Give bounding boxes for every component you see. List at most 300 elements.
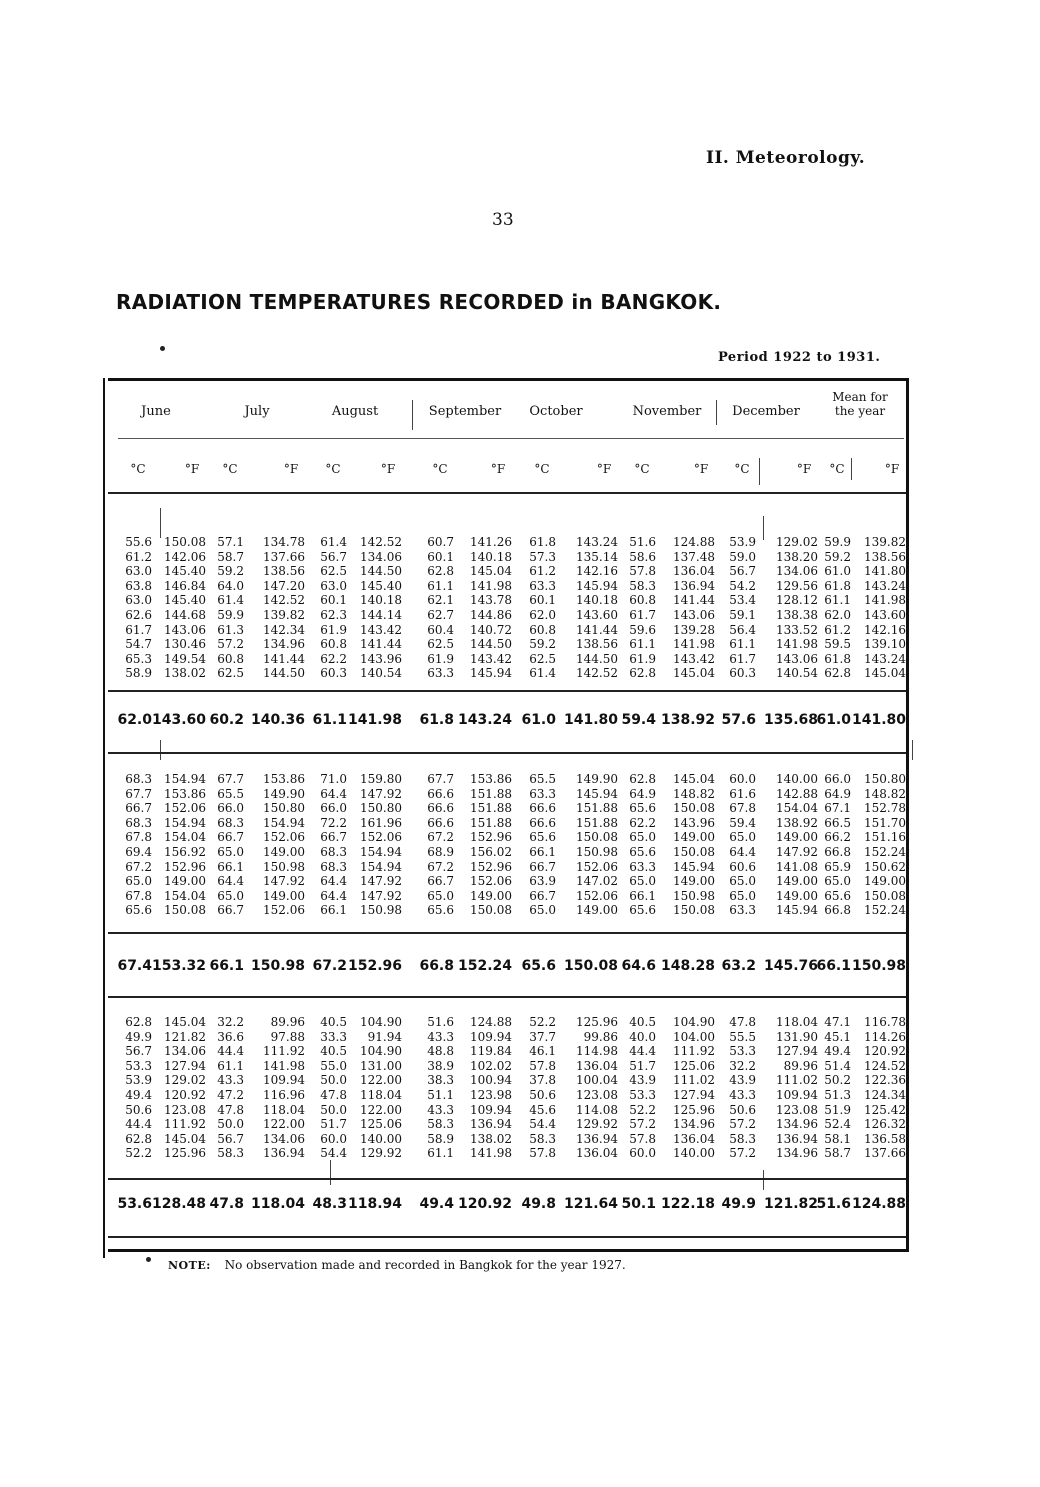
- table-cell: 62.2: [320, 651, 347, 666]
- table-cell: 63.3: [529, 578, 556, 593]
- table-cell: 109.94: [776, 1088, 818, 1102]
- mean-value: 122.18: [660, 1196, 715, 1212]
- table-cell: 49.9: [125, 1029, 152, 1044]
- table-cell: 104.00: [673, 1029, 715, 1044]
- table-cell: 61.1: [729, 637, 756, 652]
- table-cell: 124.34: [864, 1088, 906, 1102]
- table-cell: 50.0: [217, 1117, 244, 1132]
- table-cell: 59.6: [629, 622, 656, 637]
- table-cell: 152.24: [864, 903, 906, 918]
- table-cell: 65.0: [125, 874, 152, 889]
- table-cell: 62.0: [529, 608, 556, 622]
- table-cell: 125.96: [164, 1146, 206, 1161]
- table-cell: 140.00: [776, 772, 818, 786]
- month-header: June: [141, 404, 171, 419]
- table-cell: 59.4: [729, 815, 756, 830]
- table-cell: 66.1: [529, 845, 556, 859]
- table-cell: 141.44: [576, 622, 618, 637]
- table-cell: 109.94: [263, 1073, 305, 1088]
- table-cell: 57.1: [217, 535, 244, 549]
- table-cell: 50.0: [320, 1073, 347, 1088]
- table-cell: 66.7: [217, 830, 244, 845]
- table-cell: 143.78: [470, 593, 512, 608]
- table-cell: 60.1: [320, 593, 347, 608]
- table-cell: 62.5: [529, 651, 556, 666]
- table-cell: 53.3: [125, 1058, 152, 1073]
- mean-value: 150.98: [250, 958, 305, 974]
- table-cell: 50.6: [529, 1088, 556, 1102]
- table-cell: 51.7: [320, 1117, 347, 1132]
- table-cell: 120.92: [164, 1088, 206, 1102]
- table-cell: 116.96: [263, 1088, 305, 1102]
- table-cell: 120.92: [864, 1044, 906, 1059]
- table-cell: 114.26: [864, 1029, 906, 1044]
- table-cell: 68.3: [125, 815, 152, 830]
- table-cell: 125.42: [864, 1102, 906, 1117]
- table-cell: 66.6: [427, 815, 454, 830]
- table-cell: 143.06: [776, 651, 818, 666]
- table-cell: 58.9: [427, 1131, 454, 1146]
- table-cell: 137.66: [864, 1146, 906, 1161]
- header-rule: [118, 438, 904, 439]
- table-cell: 144.50: [263, 666, 305, 681]
- table-cell: 62.5: [320, 564, 347, 579]
- table-cell: 127.94: [776, 1044, 818, 1059]
- mean-value: 143.24: [457, 712, 512, 728]
- table-cell: 37.7: [529, 1029, 556, 1044]
- table-cell: 99.86: [583, 1029, 618, 1044]
- mean-value: 61.1: [312, 712, 347, 728]
- table-cell: 150.98: [576, 845, 618, 859]
- table-cell: 62.5: [217, 666, 244, 681]
- table-cell: 147.92: [776, 845, 818, 859]
- table-cell: 59.0: [729, 549, 756, 564]
- table-cell: 54.7: [125, 637, 152, 652]
- table-cell: 149.00: [164, 874, 206, 889]
- column-separator: [716, 400, 717, 425]
- table-cell: 149.00: [776, 888, 818, 903]
- table-cell: 43.3: [427, 1029, 454, 1044]
- table-cell: 124.52: [864, 1058, 906, 1073]
- unit-header: °C: [829, 462, 845, 476]
- table-cell: 56.7: [217, 1131, 244, 1146]
- table-cell: 67.7: [217, 772, 244, 786]
- mean-rule-bottom: [108, 1236, 906, 1238]
- table-cell: 142.52: [263, 593, 305, 608]
- table-cell: 122.00: [360, 1102, 402, 1117]
- table-cell: 65.6: [824, 888, 851, 903]
- table-cell: 150.08: [864, 888, 906, 903]
- table-cell: 161.96: [360, 815, 402, 830]
- table-cell: 65.6: [427, 903, 454, 918]
- table-cell: 62.3: [320, 608, 347, 622]
- table-cell: 129.02: [164, 1073, 206, 1088]
- table-cell: 135.14: [576, 549, 618, 564]
- table-cell: 150.08: [576, 830, 618, 845]
- table-cell: 150.98: [263, 859, 305, 874]
- table-cell: 134.06: [263, 1131, 305, 1146]
- table-cell: 145.94: [576, 786, 618, 801]
- table-cell: 40.5: [629, 1015, 656, 1029]
- table-cell: 58.7: [217, 549, 244, 564]
- unit-header: °C: [432, 462, 448, 476]
- table-cell: 61.9: [629, 651, 656, 666]
- table-cell: 66.6: [427, 801, 454, 816]
- table-cell: 61.1: [629, 637, 656, 652]
- table-cell: 150.08: [470, 903, 512, 918]
- table-cell: 49.4: [824, 1044, 851, 1059]
- table-cell: 111.02: [673, 1073, 715, 1088]
- table-cell: 58.6: [629, 549, 656, 564]
- table-cell: 54.2: [729, 578, 756, 593]
- table-cell: 151.88: [470, 786, 512, 801]
- table-cell: 50.6: [729, 1102, 756, 1117]
- table-cell: 62.6: [125, 608, 152, 622]
- table-cell: 129.92: [576, 1117, 618, 1132]
- table-cell: 64.9: [824, 786, 851, 801]
- table-cell: 37.8: [529, 1073, 556, 1088]
- table-cell: 66.6: [427, 786, 454, 801]
- table-cell: 136.04: [576, 1146, 618, 1161]
- table-cell: 136.04: [576, 1058, 618, 1073]
- table-cell: 67.2: [427, 830, 454, 845]
- bullet-dot: [160, 346, 165, 351]
- table-cell: 149.00: [673, 830, 715, 845]
- table-cell: 65.3: [125, 651, 152, 666]
- month-header: Mean for the year: [832, 390, 888, 418]
- table-cell: 43.3: [729, 1088, 756, 1102]
- table-cell: 152.06: [576, 859, 618, 874]
- mean-value: 118.94: [347, 1196, 402, 1212]
- table-cell: 60.3: [729, 666, 756, 681]
- table-cell: 149.00: [776, 874, 818, 889]
- mean-value: 150.98: [851, 958, 906, 974]
- table-cell: 138.02: [470, 1131, 512, 1146]
- table-cell: 50.0: [320, 1102, 347, 1117]
- table-cell: 62.8: [125, 1015, 152, 1029]
- table-cell: 62.2: [629, 815, 656, 830]
- table-cell: 122.36: [864, 1073, 906, 1088]
- table-cell: 58.3: [629, 578, 656, 593]
- table-cell: 151.88: [576, 815, 618, 830]
- table-cell: 145.94: [673, 859, 715, 874]
- table-cell: 139.82: [263, 608, 305, 622]
- table-cell: 151.88: [470, 815, 512, 830]
- table-cell: 154.94: [263, 815, 305, 830]
- mean-value: 60.2: [209, 712, 244, 728]
- month-header: November: [632, 404, 702, 419]
- mean-value: 61.0: [521, 712, 556, 728]
- table-cell: 140.00: [673, 1146, 715, 1161]
- unit-header: °C: [634, 462, 650, 476]
- table-cell: 136.58: [864, 1131, 906, 1146]
- table-cell: 143.06: [164, 622, 206, 637]
- table-cell: 66.8: [824, 845, 851, 859]
- table-cell: 148.82: [864, 786, 906, 801]
- table-cell: 49.4: [125, 1088, 152, 1102]
- table-cell: 67.7: [427, 772, 454, 786]
- table-cell: 47.8: [217, 1102, 244, 1117]
- table-cell: 58.3: [427, 1117, 454, 1132]
- table-cell: 125.06: [360, 1117, 402, 1132]
- table-cell: 66.0: [320, 801, 347, 816]
- table-cell: 141.44: [263, 651, 305, 666]
- table-cell: 44.4: [217, 1044, 244, 1059]
- table-cell: 145.40: [360, 578, 402, 593]
- table-cell: 54.4: [320, 1146, 347, 1161]
- note-bullet: [146, 1257, 151, 1262]
- mean-value: 135.68: [763, 712, 818, 728]
- unit-header: °C: [325, 462, 341, 476]
- table-cell: 145.94: [470, 666, 512, 681]
- table-cell: 89.96: [270, 1015, 305, 1029]
- table-cell: 144.50: [470, 637, 512, 652]
- table-cell: 102.02: [470, 1058, 512, 1073]
- table-cell: 64.9: [629, 786, 656, 801]
- table-cell: 64.4: [320, 786, 347, 801]
- table-cell: 65.5: [529, 772, 556, 786]
- table-cell: 136.94: [263, 1146, 305, 1161]
- table-cell: 127.94: [164, 1058, 206, 1073]
- mean-value: 61.0: [816, 712, 851, 728]
- table-cell: 52.2: [529, 1015, 556, 1029]
- table-cell: 58.3: [529, 1131, 556, 1146]
- mean-value: 61.8: [419, 712, 454, 728]
- table-cell: 145.40: [164, 593, 206, 608]
- table-cell: 156.02: [470, 845, 512, 859]
- table-cell: 40.5: [320, 1044, 347, 1059]
- table-cell: 145.04: [864, 666, 906, 681]
- table-cell: 138.56: [263, 564, 305, 579]
- table-cell: 53.3: [729, 1044, 756, 1059]
- table-cell: 60.0: [320, 1131, 347, 1146]
- table-cell: 152.06: [576, 888, 618, 903]
- mean-value: 66.8: [419, 958, 454, 974]
- table-cell: 123.08: [576, 1088, 618, 1102]
- table-cell: 154.94: [164, 772, 206, 786]
- column-separator: [330, 1160, 331, 1185]
- mean-value: 49.8: [521, 1196, 556, 1212]
- table-cell: 61.2: [529, 564, 556, 579]
- table-cell: 100.94: [470, 1073, 512, 1088]
- table-cell: 47.2: [217, 1088, 244, 1102]
- table-cell: 65.6: [529, 830, 556, 845]
- table-cell: 104.90: [360, 1015, 402, 1029]
- table-cell: 134.78: [263, 535, 305, 549]
- mean-value: 128.48: [151, 1196, 206, 1212]
- table-cell: 60.8: [629, 593, 656, 608]
- table-cell: 140.18: [576, 593, 618, 608]
- table-cell: 138.56: [576, 637, 618, 652]
- table-cell: 152.96: [470, 830, 512, 845]
- table-cell: 58.9: [125, 666, 152, 681]
- table-cell: 150.80: [263, 801, 305, 816]
- table-cell: 143.60: [576, 608, 618, 622]
- table-cell: 152.06: [470, 874, 512, 889]
- mean-value: 66.1: [816, 958, 851, 974]
- unit-header: °F: [596, 462, 612, 476]
- table-cell: 57.8: [529, 1058, 556, 1073]
- mean-value: 120.92: [457, 1196, 512, 1212]
- table-cell: 141.98: [673, 637, 715, 652]
- mean-value: 47.8: [209, 1196, 244, 1212]
- table-cell: 65.0: [824, 874, 851, 889]
- table-cell: 51.7: [629, 1058, 656, 1073]
- table-cell: 145.04: [164, 1015, 206, 1029]
- table-cell: 61.1: [427, 578, 454, 593]
- table-cell: 47.8: [729, 1015, 756, 1029]
- table-cell: 154.94: [360, 845, 402, 859]
- table-cell: 141.98: [263, 1058, 305, 1073]
- table-cell: 141.44: [360, 637, 402, 652]
- table-cell: 65.6: [629, 903, 656, 918]
- table-cell: 139.82: [864, 535, 906, 549]
- table-cell: 53.9: [729, 535, 756, 549]
- mean-value: 150.08: [563, 958, 618, 974]
- table-cell: 46.1: [529, 1044, 556, 1059]
- table-cell: 126.32: [864, 1117, 906, 1132]
- table-cell: 60.1: [427, 549, 454, 564]
- table-cell: 134.96: [263, 637, 305, 652]
- table-cell: 137.48: [673, 549, 715, 564]
- table-cell: 57.2: [629, 1117, 656, 1132]
- table-cell: 57.8: [629, 564, 656, 579]
- column-separator: [160, 740, 161, 760]
- table-cell: 149.00: [263, 888, 305, 903]
- mean-rule-top: [108, 1178, 906, 1180]
- table-cell: 118.04: [776, 1015, 818, 1029]
- table-cell: 69.4: [125, 845, 152, 859]
- table-cell: 61.3: [217, 622, 244, 637]
- table-cell: 118.04: [360, 1088, 402, 1102]
- table-cell: 134.06: [360, 549, 402, 564]
- table-cell: 62.0: [824, 608, 851, 622]
- table-cell: 125.96: [576, 1015, 618, 1029]
- table-cell: 65.9: [824, 859, 851, 874]
- table-cell: 149.90: [263, 786, 305, 801]
- table-cell: 59.1: [729, 608, 756, 622]
- table-cell: 143.06: [673, 608, 715, 622]
- table-cell: 71.0: [320, 772, 347, 786]
- table-cell: 66.7: [320, 830, 347, 845]
- table-cell: 57.2: [729, 1117, 756, 1132]
- table-cell: 63.0: [125, 564, 152, 579]
- table-cell: 55.0: [320, 1058, 347, 1073]
- table-cell: 66.0: [824, 772, 851, 786]
- table-cell: 61.8: [824, 578, 851, 593]
- table-cell: 141.98: [864, 593, 906, 608]
- table-cell: 139.28: [673, 622, 715, 637]
- mean-value: 62.0: [117, 712, 152, 728]
- table-cell: 63.9: [529, 874, 556, 889]
- mean-rule-top: [108, 690, 906, 692]
- table-cell: 136.04: [673, 564, 715, 579]
- table-cell: 150.98: [360, 903, 402, 918]
- table-cell: 122.00: [360, 1073, 402, 1088]
- table-cell: 51.6: [427, 1015, 454, 1029]
- table-cell: 109.94: [470, 1102, 512, 1117]
- table-cell: 53.3: [629, 1088, 656, 1102]
- table-cell: 57.8: [629, 1131, 656, 1146]
- table-cell: 140.54: [360, 666, 402, 681]
- table-cell: 145.04: [673, 666, 715, 681]
- table-cell: 114.08: [576, 1102, 618, 1117]
- table-cell: 66.8: [824, 903, 851, 918]
- month-header: August: [331, 404, 379, 419]
- table-cell: 66.6: [529, 801, 556, 816]
- table-cell: 61.4: [217, 593, 244, 608]
- table-cell: 61.7: [729, 651, 756, 666]
- table-cell: 136.94: [776, 1131, 818, 1146]
- table-cell: 154.04: [164, 888, 206, 903]
- table-cell: 91.94: [367, 1029, 402, 1044]
- unit-header: °F: [796, 462, 812, 476]
- table-cell: 65.0: [629, 830, 656, 845]
- table-cell: 154.94: [360, 859, 402, 874]
- table-cell: 97.88: [270, 1029, 305, 1044]
- table-cell: 45.6: [529, 1102, 556, 1117]
- table-cell: 56.4: [729, 622, 756, 637]
- table-cell: 36.6: [217, 1029, 244, 1044]
- table-cell: 122.00: [263, 1117, 305, 1132]
- table-cell: 144.14: [360, 608, 402, 622]
- table-cell: 152.78: [864, 801, 906, 816]
- table-cell: 114.98: [576, 1044, 618, 1059]
- table-cell: 57.2: [729, 1146, 756, 1161]
- units-rule: [108, 492, 906, 494]
- table-cell: 147.92: [360, 874, 402, 889]
- table-cell: 150.08: [164, 903, 206, 918]
- table-cell: 68.3: [320, 845, 347, 859]
- table-cell: 60.0: [629, 1146, 656, 1161]
- table-cell: 62.5: [427, 637, 454, 652]
- table-cell: 64.4: [217, 874, 244, 889]
- table-cell: 47.8: [320, 1088, 347, 1102]
- mean-value: 138.92: [660, 712, 715, 728]
- table-cell: 136.94: [470, 1117, 512, 1132]
- table-cell: 66.7: [427, 874, 454, 889]
- table-cell: 89.96: [783, 1058, 818, 1073]
- table-cell: 61.8: [529, 535, 556, 549]
- table-cell: 111.02: [776, 1073, 818, 1088]
- table-cell: 51.3: [824, 1088, 851, 1102]
- table-cell: 59.9: [217, 608, 244, 622]
- table-cell: 43.9: [629, 1073, 656, 1088]
- table-cell: 141.08: [776, 859, 818, 874]
- table-cell: 52.4: [824, 1117, 851, 1132]
- mean-value: 51.6: [816, 1196, 851, 1212]
- table-cell: 55.5: [729, 1029, 756, 1044]
- mean-value: 48.3: [312, 1196, 347, 1212]
- table-cell: 138.92: [776, 815, 818, 830]
- table-cell: 145.04: [164, 1131, 206, 1146]
- mean-value: 141.98: [347, 712, 402, 728]
- table-cell: 64.4: [320, 888, 347, 903]
- table-cell: 121.82: [164, 1029, 206, 1044]
- mean-value: 65.6: [521, 958, 556, 974]
- mean-value: 152.24: [457, 958, 512, 974]
- table-cell: 150.08: [673, 801, 715, 816]
- table-cell: 152.24: [864, 845, 906, 859]
- table-cell: 130.46: [164, 637, 206, 652]
- column-separator: [763, 1170, 764, 1190]
- table-cell: 133.52: [776, 622, 818, 637]
- table-cell: 65.0: [729, 874, 756, 889]
- mean-value: 153.32: [151, 958, 206, 974]
- table-cell: 65.0: [729, 830, 756, 845]
- table-cell: 62.8: [125, 1131, 152, 1146]
- table-cell: 66.7: [125, 801, 152, 816]
